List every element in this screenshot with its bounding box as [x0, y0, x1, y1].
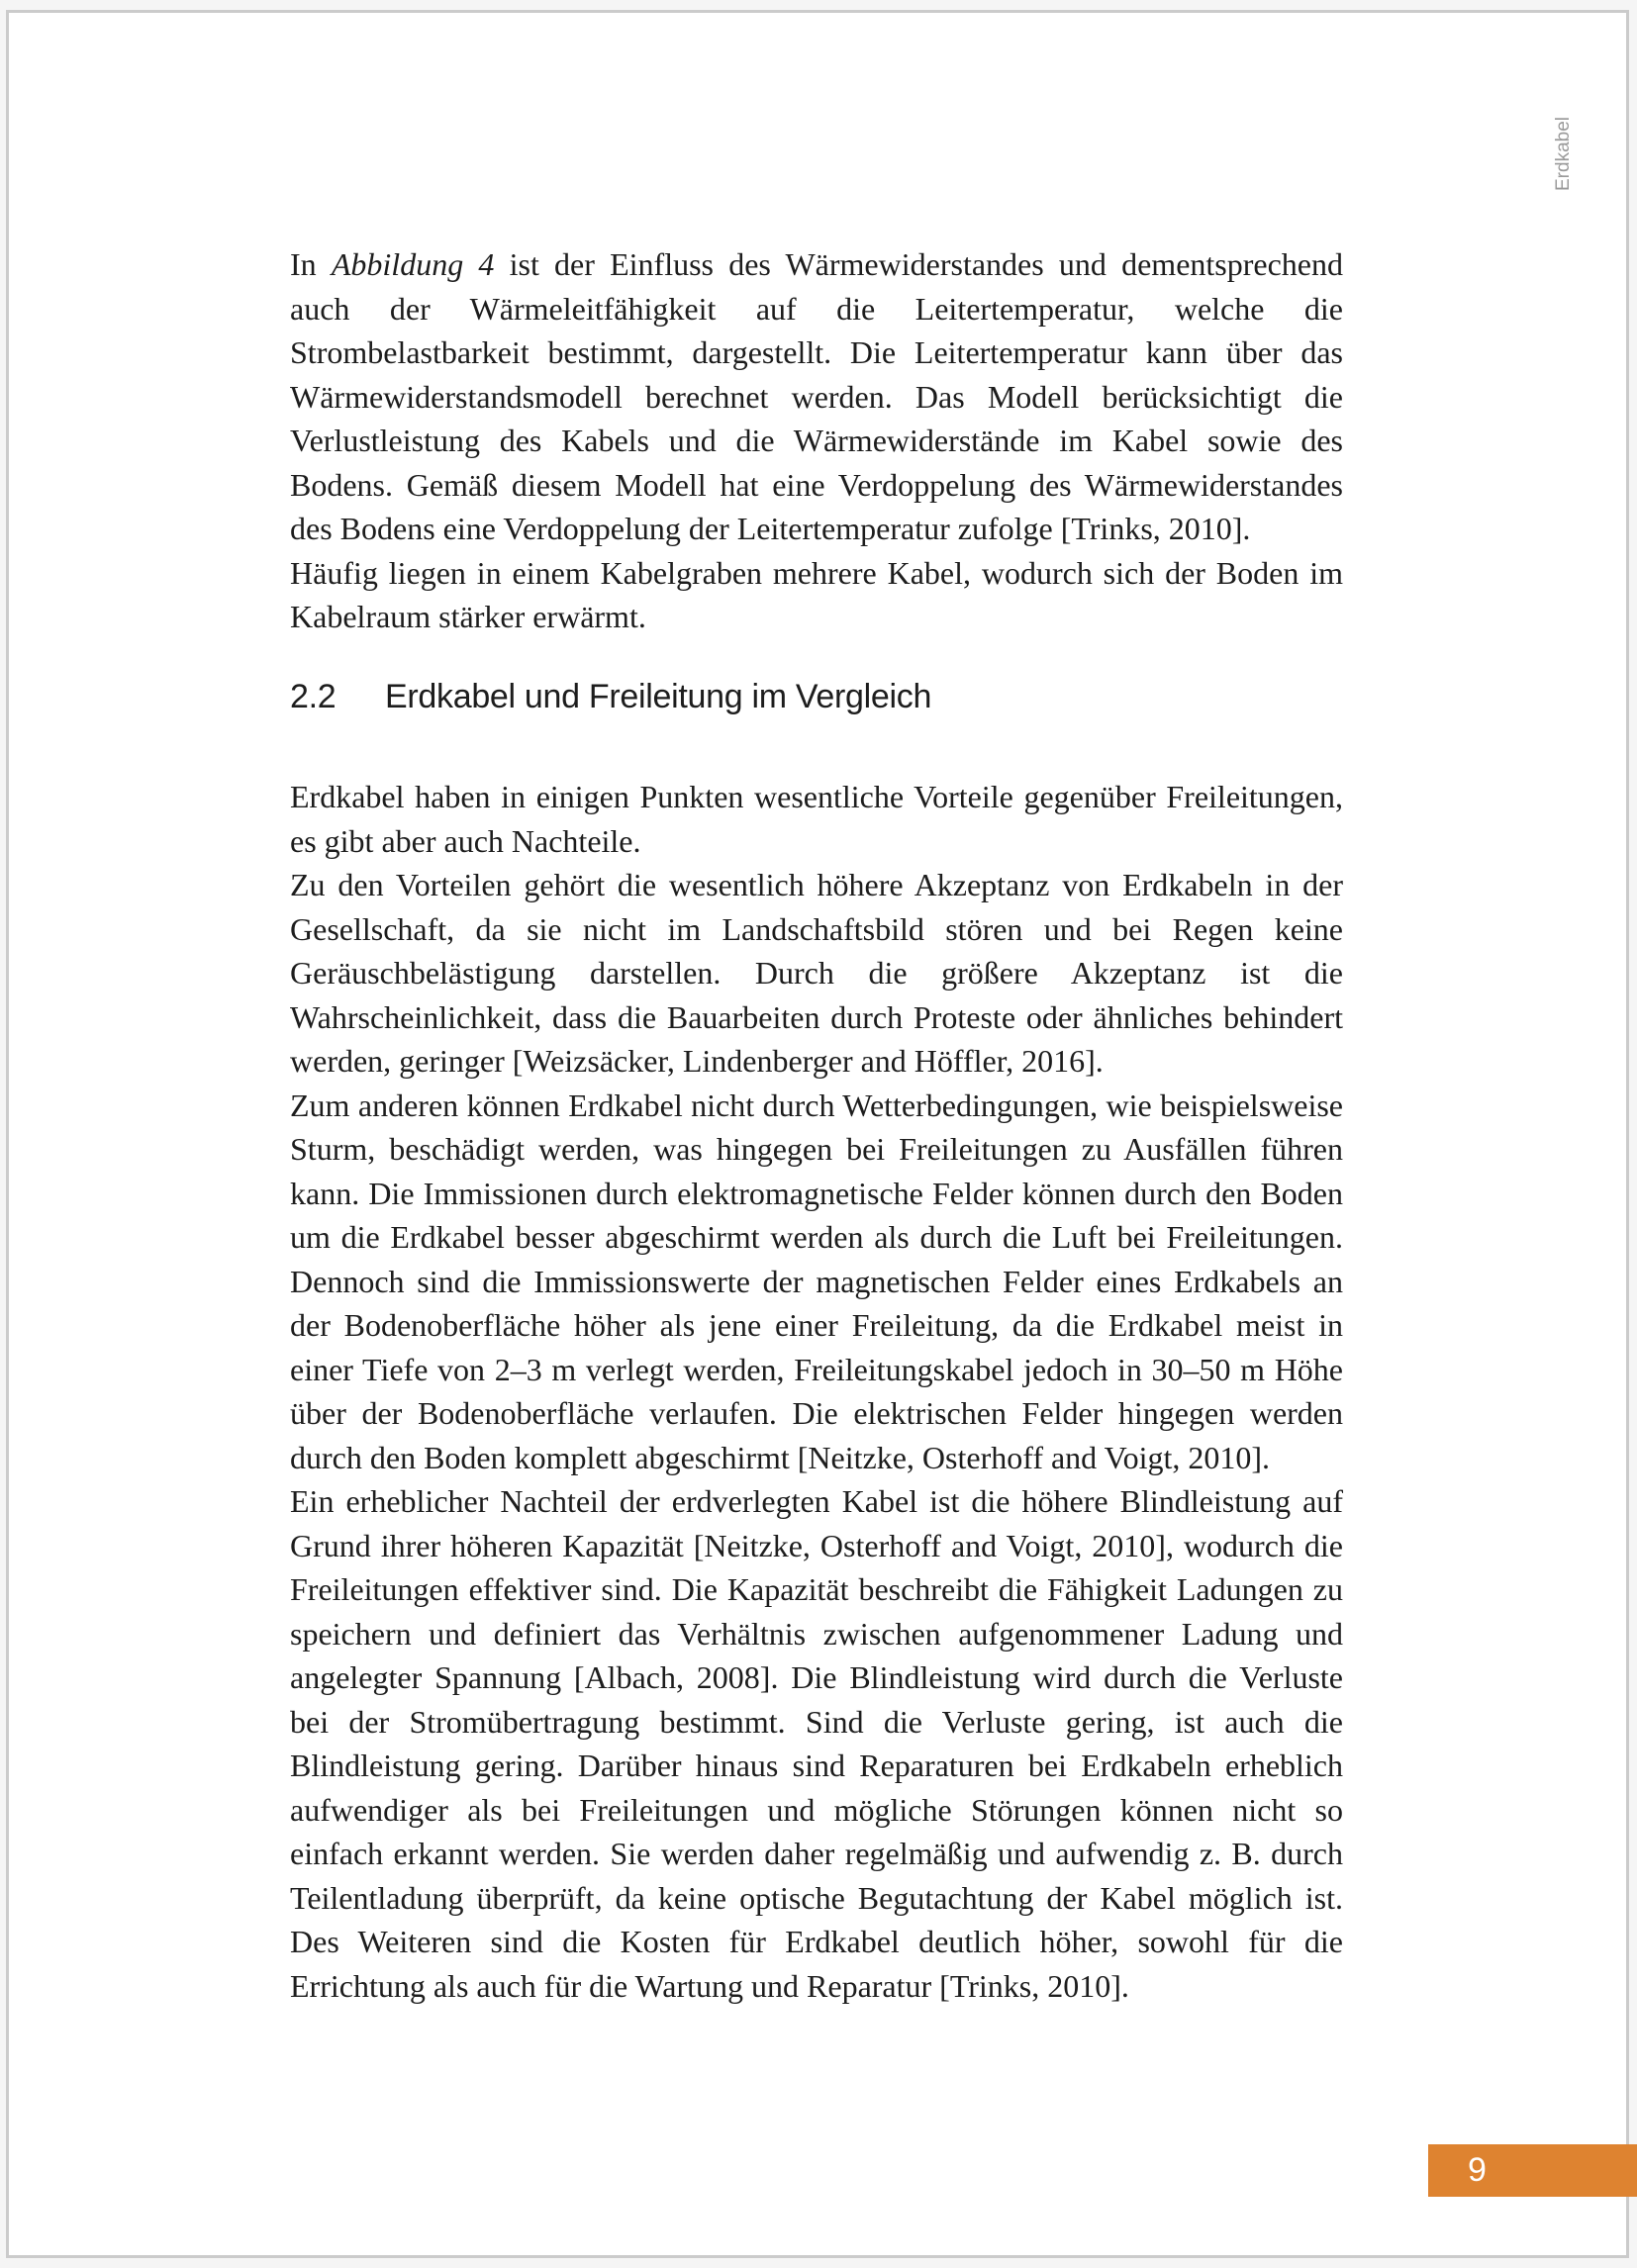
section-body-intro [290, 242, 1343, 639]
paragraph-text: In [290, 246, 332, 282]
paragraph: Häufig liegen in einem Kabelgraben mehrere Kabel, wodurch sich der Boden im Kabelraum stärker erwärmt. [290, 554, 1343, 634]
figure-reference: Abbildung 4 [331, 246, 495, 282]
page-number-tab [1428, 2144, 1637, 2197]
section-number: 2.2 [290, 678, 337, 715]
section-body-comparison [290, 775, 1343, 2008]
page-number: 9 [1468, 2151, 1487, 2189]
paragraph: Erdkabel haben in einigen Punkten wesentliche Vorteile gegenüber Freileitungen, es gibt aber auch Nachteile. [290, 779, 1343, 859]
paragraph: Zu den Vorteilen gehört die wesentlich höhere Akzeptanz von Erdkabeln in der Gesellschaft, da sie nicht im Landschaftsbild stören und bei Regen keine Geräuschbelästigung darstellen. Durch die größere Akzeptanz ist die Wahrscheinlichkeit, dass die Bauarbeiten durch Proteste oder ähnliches behindert werden, geringer [Weizsäcker, Lindenberger and Höffler, 2016]. [290, 867, 1343, 1079]
section-title: Erdkabel und Freileitung im Vergleich [385, 678, 932, 715]
section-heading [290, 678, 931, 716]
paragraph-text: ist der Einfluss des Wärmewiderstandes und dementsprechend auch der Wärmeleitfähigkeit auf die Leitertemperatur, welche die Strombelastbarkeit bestimmt, dargestellt. Die Leitertemperatur kann über das Wärmewiderstandsmodell berechnet werden. Das Modell berücksichtigt die Verlustleistung des Kabels und die Wärmewiderstände im Kabel sowie des Bodens. Gemäß diesem Modell hat eine Verdoppelung des Wärmewiderstandes des Bodens eine Verdoppelung der Leitertemperatur zufolge [Trinks, 2010]. [290, 246, 1343, 546]
paragraph: Ein erheblicher Nachteil der erdverlegten Kabel ist die höhere Blindleistung auf Grund ihrer höheren Kapazität [Neitzke, Osterhoff and Voigt, 2010], wodurch die Freileitungen effektiver sind. Die Kapazität beschreibt die Fähigkeit Ladungen zu speichern und definiert das Verhältnis zwischen aufgenommener Ladung und angelegter Spannung [Albach, 2008]. Die Blindleistung wird durch die Verluste bei der Stromübertragung bestimmt. Sind die Verluste gering, ist auch die Blindleistung gering. Darüber hinaus sind Reparaturen bei Erdkabeln erheblich aufwendiger als bei Freileitungen und mögliche Störungen können nicht so einfach erkannt werden. Sie werden daher regelmäßig und aufwendig z. B. durch Teilentladung überprüft, da keine optische Begutachtung der Kabel möglich ist. Des Weiteren sind die Kosten für Erdkabel deutlich höher, sowohl für die Errichtung als auch für die Wartung und Reparatur [Trinks, 2010]. [290, 1483, 1343, 2004]
paragraph: Zum anderen können Erdkabel nicht durch Wetterbedingungen, wie beispielsweise Sturm, beschädigt werden, was hingegen bei Freileitungen zu Ausfällen führen kann. Die Immissionen durch elektromagnetische Felder können durch den Boden um die Erdkabel besser abgeschirmt werden als durch die Luft bei Freileitungen. Dennoch sind die Immissionswerte der magnetischen Felder eines Erdkabels an der Bodenoberfläche höher als jene einer Freileitung, da die Erdkabel meist in einer Tiefe von 2–3 m verlegt werden, Freileitungskabel jedoch in 30–50 m Höhe über der Bodenoberfläche verlaufen. Die elektrischen Felder hingegen werden durch den Boden komplett abgeschirmt [Neitzke, Osterhoff and Voigt, 2010]. [290, 1087, 1343, 1475]
paragraph [290, 242, 1343, 551]
running-header: Erdkabel [1553, 117, 1574, 191]
document-page [6, 10, 1629, 2258]
